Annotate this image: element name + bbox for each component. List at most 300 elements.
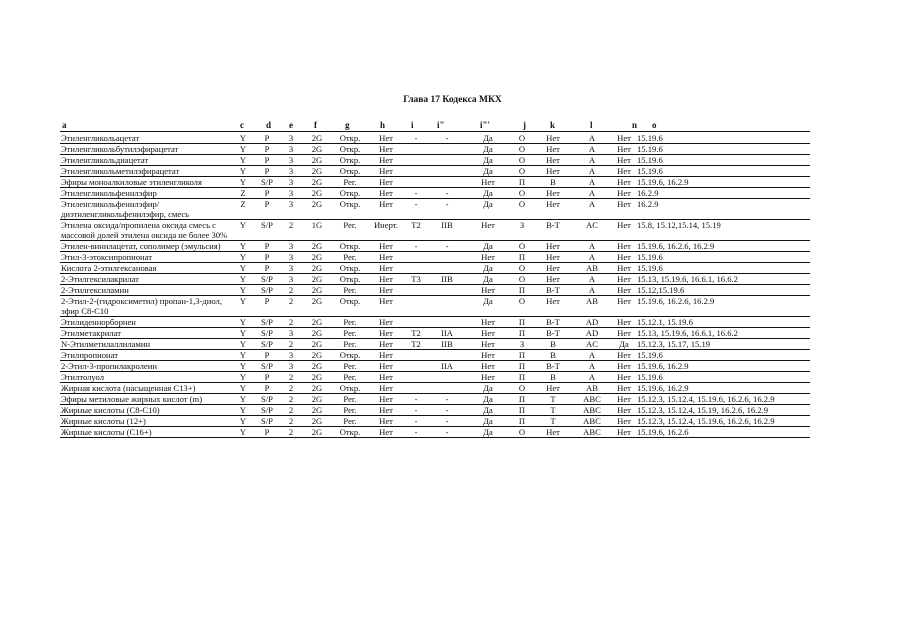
table-cell: 2 [288,220,294,230]
cargo-name-cell: 2-Этил-2-(гидроксиметил) пропан-1,3-диол, эфир C8-C10 [60,296,232,317]
table-cell: Нет [379,394,393,404]
table-cell: О [518,144,526,154]
table-cell: ABC [583,394,601,404]
header-i3: i"' [480,120,490,130]
table-cell: 2G [311,296,323,306]
table-cell: IIA [441,328,453,338]
table-cell: 15.19.6 [637,166,663,176]
cargo-name-cell: Этилтолуол [60,372,232,383]
header-e: e [289,120,293,130]
header-rule [60,131,810,132]
table-cell: Нет [617,220,631,230]
header-l: l [590,120,593,130]
table-cell: A [588,144,596,154]
table-cell: 2 [288,296,294,306]
cargo-name-cell: Этиленгликольбутилэфирацетат [60,144,232,155]
table-cell: 15.19.6, 16.2.9 [637,177,689,187]
table-cell: Рег. [343,220,357,230]
table-cell: ABC [583,416,601,426]
table-cell: 2G [311,241,323,251]
table-cell: - [414,394,418,404]
table-cell: 2G [311,274,323,284]
table-cell: Нет [481,285,495,295]
table-row [60,133,810,144]
table-cell: 3 [288,155,294,165]
table-cell: Y [239,328,247,338]
table-cell: 2G [311,339,323,349]
header-o: o [652,120,657,130]
table-cell: Нет [546,383,560,393]
table-cell: П [518,328,526,338]
table-cell: П [518,372,526,382]
cargo-name-cell: Этиленгликольфенилэфир/ диэтиленгликольфенилэфир, смесь [60,199,232,220]
table-cell: 15.19.6 [637,263,663,273]
table-cell [404,383,428,394]
cargo-name-cell: Этиленгликольдиацетат [60,155,232,166]
table-cell: Нет [617,155,631,165]
table-cell: A [588,285,596,295]
table-row [60,416,810,427]
table-cell [404,166,428,177]
table-cell [404,155,428,166]
table-cell: Z [240,188,246,198]
table-cell: П [518,361,526,371]
table-cell [428,177,466,188]
table-cell: P [264,241,270,251]
table-cell [428,252,466,263]
header-k: k [550,120,556,130]
table-cell: Откр. [339,155,361,165]
table-cell: - [445,241,449,251]
table-cell: Нет [379,188,393,198]
table-cell: A [588,155,596,165]
table-cell: Нет [617,317,631,327]
table-cell: Y [239,427,247,437]
table-cell: P [264,199,270,209]
cargo-name-cell: Этиленгликольметилэфирацетат [60,166,232,177]
cargo-name-cell: Эфиры моноалкиловые этиленгликоля [60,177,232,188]
table-cell [428,285,466,296]
table-cell: AB [586,263,598,273]
table-cell: - [414,188,418,198]
table-row [60,274,810,285]
table-cell: Z [240,199,246,209]
table-cell: В-Т [546,361,560,371]
table-cell: Нет [617,177,631,187]
table-cell: Рег. [343,405,357,415]
table-cell: 3 [288,177,294,187]
table-cell: 15.19.6 [637,133,663,143]
table-cell [404,177,428,188]
table-cell: В [550,372,556,382]
table-cell: A [588,252,596,262]
table-cell: 3 [288,133,294,143]
table-cell: Нет [379,416,393,426]
table-cell: Нет [481,220,495,230]
table-cell: Да [483,416,493,426]
header-j: j [523,120,526,130]
table-cell: Нет [617,405,631,415]
table-cell: 2G [311,263,323,273]
table-row [60,285,810,296]
table-cell: Нет [546,133,560,143]
table-cell: S/P [261,361,273,371]
table-cell: Нет [617,263,631,273]
table-cell: 15.12.3, 15.17, 15.19 [637,339,711,349]
table-cell: P [264,350,270,360]
table-cell: Нет [617,372,631,382]
table-cell: Нет [379,241,393,251]
header-d: d [266,120,272,130]
table-cell: О [518,166,526,176]
table-cell: Y [239,144,247,154]
table-cell: A [588,241,596,251]
table-cell: P [264,252,270,262]
table-cell: 15.19.6, 16.2.6, 16.2.9 [637,241,715,251]
table-cell: Да [483,383,493,393]
table-cell: IIA [441,361,453,371]
table-cell: - [414,405,418,415]
table-cell: - [414,241,418,251]
table-cell: P [264,372,270,382]
table-cell: Да [483,263,493,273]
table-cell: 2 [288,383,294,393]
table-cell: Нет [617,394,631,404]
table-cell: 3 [288,328,294,338]
table-cell: A [588,372,596,382]
table-cell: A [588,188,596,198]
table-cell: Откр. [339,274,361,284]
table-cell: О [518,263,526,273]
table-cell: В-Т [546,328,560,338]
table-cell: Откр. [339,383,361,393]
table-cell [404,372,428,383]
table-cell: 2G [311,199,323,209]
table-cell: Нет [481,177,495,187]
table-cell: 2 [288,405,294,415]
cargo-name-cell: 2-Этилгексиламин [60,285,232,296]
table-cell: A [588,350,596,360]
table-cell: Нет [617,199,631,209]
table-cell: - [445,133,449,143]
table-cell: AC [586,339,598,349]
table-cell: Нет [379,296,393,306]
table-cell: A [588,274,596,284]
table-cell: 2G [311,361,323,371]
table-cell: 3 [288,188,294,198]
table-cell: Нет [481,328,495,338]
table-cell: Y [239,339,247,349]
table-cell: 2G [311,285,323,295]
table-cell: Нет [617,328,631,338]
table-cell: Нет [617,427,631,437]
table-cell: З [519,220,525,230]
table-cell: Y [239,133,247,143]
table-cell: Нет [546,166,560,176]
table-cell: Нет [617,285,631,295]
table-cell: Да [483,166,493,176]
table-cell: 2 [288,372,294,382]
table-cell: Рег. [343,394,357,404]
table-cell: 2G [311,133,323,143]
table-cell: Нет [379,177,393,187]
table-cell: A [588,166,596,176]
table-cell: - [445,405,449,415]
table-cell: Т [550,394,556,404]
table-cell: 15.12,15.19.6 [637,285,685,295]
table-cell: Нет [546,241,560,251]
table-cell: - [414,427,418,437]
table-cell: Рег. [343,177,357,187]
table-cell: Нет [379,372,393,382]
table-cell: Да [483,296,493,306]
table-cell: Нет [379,133,393,143]
table-cell: Т [550,405,556,415]
table-cell: - [414,199,418,209]
table-cell: О [518,155,526,165]
table-row [60,405,810,416]
table-cell: Т [550,416,556,426]
table-cell: Нет [379,199,393,209]
table-cell: Нет [379,350,393,360]
table-cell: О [518,199,526,209]
cargo-name-cell: Этилметакрилат [60,328,232,339]
cargo-name-cell: Жирные кислоты (C8-C10) [60,405,232,416]
table-cell: 3 [288,350,294,360]
table-cell [404,361,428,372]
table-cell: 3 [288,166,294,176]
table-cell: Нет [546,252,560,262]
table-cell: - [445,188,449,198]
cargo-name-cell: Эфиры метиловые жирных кислот (m) [60,394,232,405]
table-cell: О [518,241,526,251]
table-cell: Инерт. [373,220,399,230]
table-cell: P [264,263,270,273]
table-cell: Рег. [343,361,357,371]
table-cell: Нет [617,144,631,154]
table-cell: Нет [481,361,495,371]
table-cell: 3 [288,144,294,154]
table-cell: A [588,199,596,209]
table-cell: Рег. [343,285,357,295]
table-cell: 16.2.9 [637,188,659,198]
table-cell: Откр. [339,133,361,143]
table-cell [404,317,428,328]
table-cell: Y [239,220,247,230]
table-cell: 15.12.1, 15.19.6 [637,317,693,327]
table-cell: IIB [441,274,453,284]
table-cell: Нет [617,361,631,371]
table-cell: 2G [311,317,323,327]
table-cell: П [518,177,526,187]
table-cell: ABC [583,405,601,415]
table-cell: P [264,155,270,165]
table-cell: Откр. [339,350,361,360]
table-cell: 2G [311,144,323,154]
table-row [60,328,810,339]
table-cell: 15.13, 15.19.6, 16.6.1, 16.6.2 [637,328,738,338]
table-cell: 2 [288,394,294,404]
table-cell: П [518,350,526,360]
table-cell: Рег. [343,317,357,327]
table-row [60,372,810,383]
table-cell: Нет [481,317,495,327]
table-cell [428,317,466,328]
table-cell: Y [239,296,247,306]
table-cell [428,296,466,317]
table-cell: 15.19.6, 16.2.6, 16.2.9 [637,296,715,306]
table-cell: Нет [379,144,393,154]
table-cell [428,263,466,274]
table-cell: Да [619,339,629,349]
table-cell: Нет [617,166,631,176]
table-cell: 15.19.6 [637,155,663,165]
table-row [60,383,810,394]
table-cell: S/P [261,328,273,338]
header-c: c [240,120,244,130]
table-cell: 2G [311,188,323,198]
table-cell: 15.19.6, 16.2.6 [637,427,689,437]
table-cell: Да [483,199,493,209]
table-row [60,144,810,155]
table-cell: Y [239,394,247,404]
table-cell: Да [483,405,493,415]
table-row [60,263,810,274]
table-cell: Да [483,155,493,165]
table-cell: 3 [288,252,294,262]
table-cell: Y [239,155,247,165]
cargo-name-cell: Жирные кислоты (C16+) [60,427,232,438]
table-cell: - [445,416,449,426]
table-cell [428,155,466,166]
cargo-name-cell: Этилпропионат [60,350,232,361]
table-cell: Нет [546,199,560,209]
table-cell: Нет [379,383,393,393]
table-row [60,155,810,166]
table-cell: Нет [379,252,393,262]
table-cell: Нет [481,252,495,262]
table-cell: IIB [441,339,453,349]
table-cell: 15.19.6 [637,252,663,262]
table-cell: 2 [288,317,294,327]
table-cell [428,350,466,361]
table-cell: S/P [261,416,273,426]
header-g: g [345,120,350,130]
table-cell: Рег. [343,372,357,382]
table-cell: 15.19.6 [637,372,663,382]
table-cell: Y [239,317,247,327]
table-cell: Нет [481,339,495,349]
table-row [60,361,810,372]
table-cell [404,263,428,274]
table-cell: П [518,285,526,295]
cargo-table [60,133,810,438]
header-i2: i" [437,120,445,130]
table-cell: Нет [481,350,495,360]
table-cell: Да [483,188,493,198]
table-cell: P [264,383,270,393]
table-cell: Рег. [343,252,357,262]
table-cell: 15.19.6 [637,350,663,360]
table-cell: Да [483,241,493,251]
table-cell: Нет [617,416,631,426]
table-cell: В [550,339,556,349]
table-cell [404,144,428,155]
table-cell: P [264,166,270,176]
table-cell: S/P [261,405,273,415]
table-cell: S/P [261,220,273,230]
table-cell: - [445,427,449,437]
table-cell: Нет [379,285,393,295]
table-cell: Нет [617,296,631,306]
table-cell: 2 [288,339,294,349]
table-cell: 3 [288,263,294,273]
table-cell: 2G [311,405,323,415]
table-cell: AD [585,317,599,327]
cargo-name-cell: Этилиденнорборнен [60,317,232,328]
table-cell: П [518,394,526,404]
table-cell: Y [239,405,247,415]
table-cell: Нет [617,350,631,360]
table-cell [428,144,466,155]
table-cell: Откр. [339,166,361,176]
page-title: Глава 17 Кодекса МКХ [403,95,502,105]
table-cell: Y [239,285,247,295]
cargo-name-cell: Этилена оксида/пропилена оксида смесь с массовой долей этилена оксида не более 30% [60,220,232,241]
table-cell: О [518,274,526,284]
table-cell [428,372,466,383]
table-cell: 15.12.3, 15.12.4, 15.19.6, 16.2.6, 16.2.9 [637,416,775,426]
table-cell: Откр. [339,263,361,273]
table-cell: P [264,188,270,198]
table-cell: В-Т [546,220,560,230]
table-cell: 2 [288,416,294,426]
table-cell: Да [483,427,493,437]
table-cell: Нет [546,144,560,154]
table-cell: P [264,296,270,306]
table-cell [404,296,428,317]
table-cell: Откр. [339,241,361,251]
table-cell: Нет [546,188,560,198]
table-cell: Откр. [339,427,361,437]
table-cell: Откр. [339,199,361,209]
table-cell: П [518,317,526,327]
table-cell: - [414,416,418,426]
table-cell [428,166,466,177]
table-cell: Y [239,177,247,187]
table-cell: 2G [311,155,323,165]
table-cell: Нет [379,339,393,349]
table-cell: IIB [441,220,453,230]
cargo-name-cell: Этиленгликольфенилэфир [60,188,232,199]
header-a: a [62,120,67,130]
cargo-name-cell: Жирная кислота (насыщенная C13+) [60,383,232,394]
table-cell: П [518,405,526,415]
table-cell: Y [239,416,247,426]
table-cell: Нет [379,166,393,176]
table-cell: 3 [288,241,294,251]
table-cell: В-Т [546,317,560,327]
cargo-name-cell: Жирные кислоты (12+) [60,416,232,427]
table-cell: 2G [311,350,323,360]
table-cell: A [588,361,596,371]
table-cell: T2 [411,339,421,349]
table-cell [404,350,428,361]
table-row [60,427,810,438]
table-cell: Рег. [343,416,357,426]
table-cell: 16.2.9 [637,199,659,209]
table-cell: A [588,177,596,187]
